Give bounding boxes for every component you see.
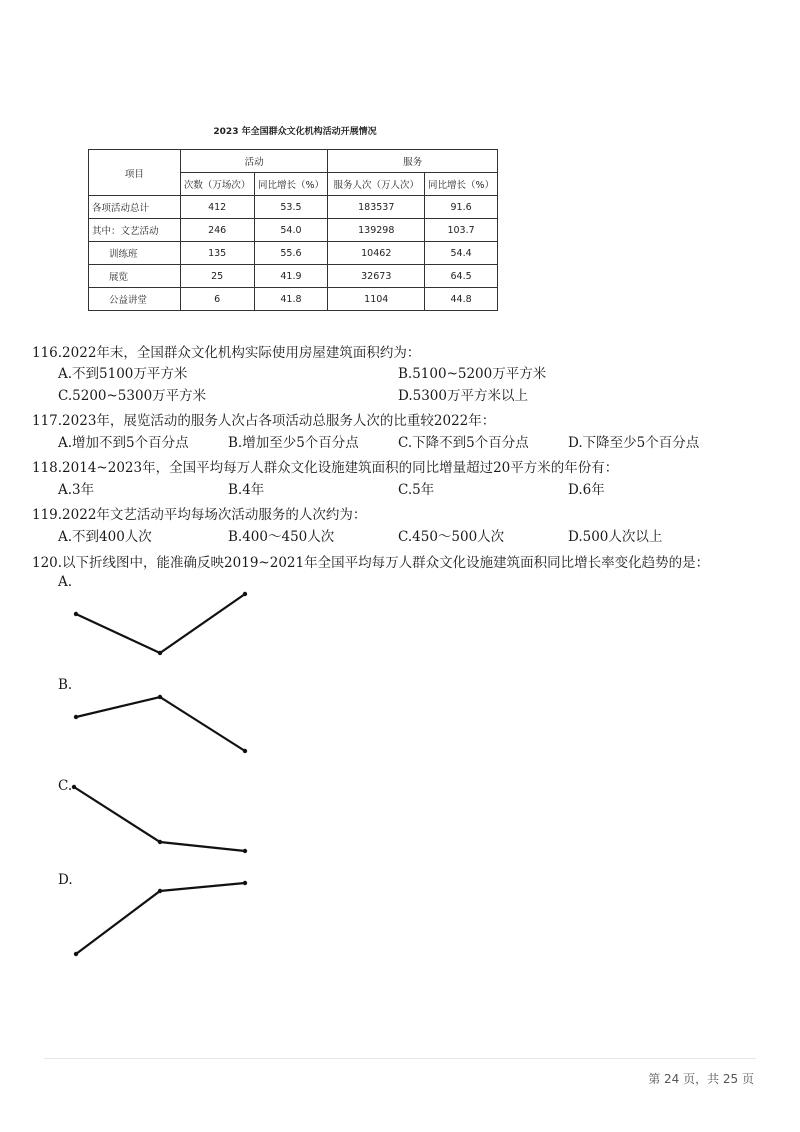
- subheader-visit-growth: 同比增长（%）: [425, 173, 498, 196]
- q116-option-a[interactable]: A.不到5100万平方米: [58, 366, 188, 382]
- q120-option-a-label[interactable]: A.: [58, 574, 73, 590]
- cell: 55.6: [254, 242, 328, 265]
- q117-option-a[interactable]: A.增加不到5个百分点: [58, 435, 189, 451]
- table-row: [89, 242, 498, 265]
- q118-option-a[interactable]: A.3年: [58, 482, 95, 498]
- q118-option-c[interactable]: C.5年: [398, 482, 435, 498]
- cell: 412: [180, 196, 254, 219]
- q120-option-b-label[interactable]: B.: [58, 677, 73, 693]
- cell: 53.5: [254, 196, 328, 219]
- cell: 246: [180, 219, 254, 242]
- cell: 54.0: [254, 219, 328, 242]
- table-title: 2023 年全国群众文化机构活动开展情况: [213, 127, 377, 137]
- q120-option-d-label[interactable]: D.: [58, 872, 73, 888]
- header-item: 项目: [89, 150, 181, 196]
- subheader-visits: 服务人次（万人次）: [328, 173, 425, 196]
- cell: 103.7: [425, 219, 498, 242]
- header-service: 服务: [328, 150, 498, 173]
- cell: 6: [180, 288, 254, 311]
- footer-divider: [44, 1058, 756, 1059]
- page-footer: 第 24 页，共 25 页: [648, 1072, 754, 1086]
- row-label: 展览: [89, 265, 181, 288]
- q120-option-c-line[interactable]: [60, 775, 260, 865]
- q117-option-b[interactable]: B.增加至少5个百分点: [228, 435, 359, 451]
- q120-option-a-line[interactable]: [60, 580, 260, 670]
- question-120-stem: 120.以下折线图中，能准确反映2019~2021年全国平均每万人群众文化设施建筑面积同比增长率变化趋势的是：: [32, 555, 710, 571]
- question-118-stem: 118.2014~2023年，全国平均每万人群众文化设施建筑面积的同比增量超过20平方米的年份有：: [32, 460, 619, 476]
- cell: 32673: [328, 265, 425, 288]
- q120-option-b-line[interactable]: [60, 680, 260, 770]
- cell: 54.4: [425, 242, 498, 265]
- q120-option-c-label[interactable]: C.: [58, 778, 73, 794]
- cell: 44.8: [425, 288, 498, 311]
- row-label: 训练班: [89, 242, 181, 265]
- cell: 183537: [328, 196, 425, 219]
- question-119-stem: 119.2022年文艺活动平均每场次活动服务的人次约为：: [32, 507, 367, 523]
- q119-option-b[interactable]: B.400～450人次: [228, 529, 335, 545]
- table-row: [89, 288, 498, 311]
- cell: 10462: [328, 242, 425, 265]
- q116-option-c[interactable]: C.5200~5300万平方米: [58, 388, 207, 404]
- cell: 41.8: [254, 288, 328, 311]
- q116-option-b[interactable]: B.5100~5200万平方米: [398, 366, 547, 382]
- cell: 91.6: [425, 196, 498, 219]
- q119-option-d[interactable]: D.500人次以上: [568, 529, 663, 545]
- q118-option-b[interactable]: B.4年: [228, 482, 265, 498]
- table-row: [89, 219, 498, 242]
- q120-option-d-line[interactable]: [60, 870, 260, 965]
- q117-option-d[interactable]: D.下降至少5个百分点: [568, 435, 700, 451]
- row-label: 公益讲堂: [89, 288, 181, 311]
- activity-table: [88, 149, 498, 311]
- q119-option-c[interactable]: C.450～500人次: [398, 529, 505, 545]
- header-activity: 活动: [180, 150, 328, 173]
- cell: 139298: [328, 219, 425, 242]
- question-117-stem: 117.2023年，展览活动的服务人次占各项活动总服务人次的比重较2022年：: [32, 413, 496, 429]
- cell: 41.9: [254, 265, 328, 288]
- cell: 64.5: [425, 265, 498, 288]
- q118-option-d[interactable]: D.6年: [568, 482, 605, 498]
- q116-option-d[interactable]: D.5300万平方米以上: [398, 388, 528, 404]
- row-label: 各项活动总计: [89, 196, 181, 219]
- q119-option-a[interactable]: A.不到400人次: [58, 529, 152, 545]
- table-row: [89, 196, 498, 219]
- table-row: [89, 265, 498, 288]
- question-116-stem: 116.2022年末，全国群众文化机构实际使用房屋建筑面积约为：: [32, 345, 421, 361]
- row-label: 其中：文艺活动: [89, 219, 181, 242]
- q117-option-c[interactable]: C.下降不到5个百分点: [398, 435, 529, 451]
- subheader-count: 次数（万场次）: [180, 173, 254, 196]
- cell: 135: [180, 242, 254, 265]
- cell: 25: [180, 265, 254, 288]
- cell: 1104: [328, 288, 425, 311]
- subheader-growth: 同比增长（%）: [254, 173, 328, 196]
